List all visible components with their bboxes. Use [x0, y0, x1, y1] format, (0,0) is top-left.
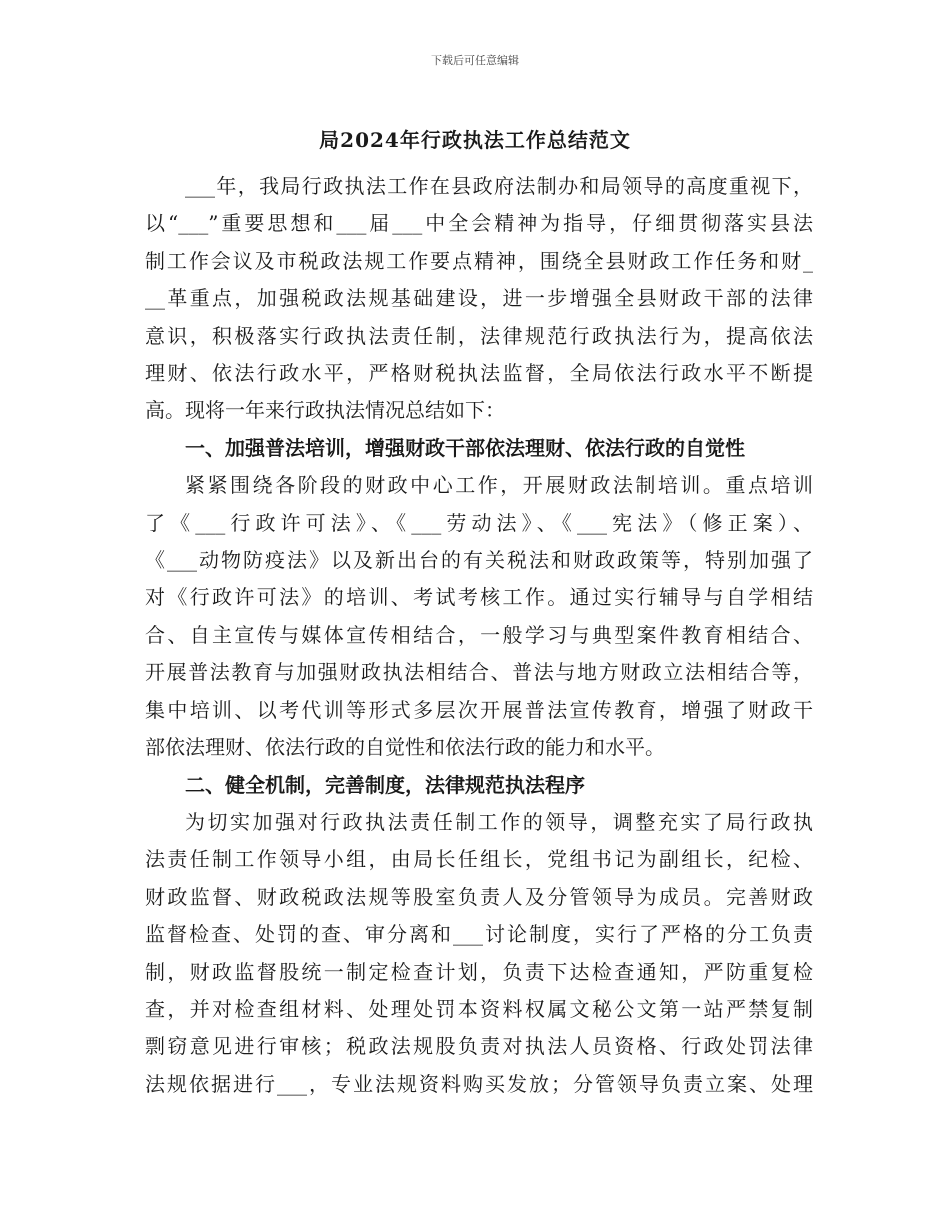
text-line: 合、自主宣传与媒体宣传相结合，一般学习与典型案件教育相结合、 — [145, 622, 813, 647]
text-line: 以“___”重要思想和___届___中全会精神为指导，仔细贯彻落实县法 — [145, 211, 813, 236]
text-line: 剽窃意见进行审核；税政法规股负责对执法人员资格、行政处罚法律 — [145, 1034, 813, 1059]
text-line: 法规依据进行___，专业法规资料购买发放；分管领导负责立案、处理 — [145, 1071, 813, 1096]
text-line: 意识，积极落实行政执法责任制，法律规范行政执法行为，提高依法 — [145, 323, 813, 348]
text-line: 为切实加强对行政执法责任制工作的领导，调整充实了局行政执 — [185, 809, 813, 834]
text-line: ___年，我局行政执法工作在县政府法制办和局领导的高度重视下， — [185, 174, 813, 198]
header-note: 下载后可任意编辑 — [431, 54, 519, 67]
text-line: 高。现将一年来行政执法情况总结如下： — [145, 398, 505, 423]
text-line: 集中培训、以考代训等形式多层次开展普法宣传教育，增强了财政干 — [145, 697, 813, 722]
text-line: 财政监督、财政税政法规等股室负责人及分管领导为成员。完善财政 — [145, 884, 813, 909]
text-line: 制工作会议及市税政法规工作要点精神，围绕全县财政工作任务和财_ — [145, 248, 813, 273]
text-line: 查，并对检查组材料、处理处罚本资料权属文秘公文第一站严禁复制 — [145, 996, 813, 1021]
section-heading: 二、健全机制，完善制度，法律规范执法程序 — [185, 772, 585, 797]
section-heading: 一、加强普法培训，增强财政干部依法理财、依法行政的自觉性 — [185, 435, 745, 460]
text-line: 对《行政许可法》的培训、考试考核工作。通过实行辅导与自学相结 — [145, 585, 813, 610]
document-body — [145, 168, 813, 1103]
text-line: 部依法理财、依法行政的自觉性和依法行政的能力和水平。 — [145, 735, 665, 760]
text-line: 制，财政监督股统一制定检查计划，负责下达检查通知，严防重复检 — [145, 959, 813, 984]
text-line: 开展普法教育与加强财政执法相结合、普法与地方财政立法相结合等， — [145, 660, 813, 685]
text-line: __革重点，加强税政法规基础建设，进一步增强全县财政干部的法律 — [145, 286, 813, 311]
text-line: 《___动物防疫法》以及新出台的有关税法和财政政策等，特别加强了 — [145, 548, 813, 573]
text-line: 理财、依法行政水平，严格财税执法监督，全局依法行政水平不断提 — [145, 361, 813, 386]
text-line: 监督检查、处罚的查、审分离和___讨论制度，实行了严格的分工负责 — [145, 922, 813, 947]
text-line: 了《___行政许可法》、《___劳动法》、《___宪法》（修正案）、 — [145, 510, 813, 535]
text-line: 法责任制工作领导小组，由局长任组长，党组书记为副组长，纪检、 — [145, 847, 813, 872]
document-title: 局2024年行政执法工作总结范文 — [319, 128, 631, 152]
text-line: 紧紧围绕各阶段的财政中心工作，开展财政法制培训。重点培训 — [185, 473, 813, 498]
